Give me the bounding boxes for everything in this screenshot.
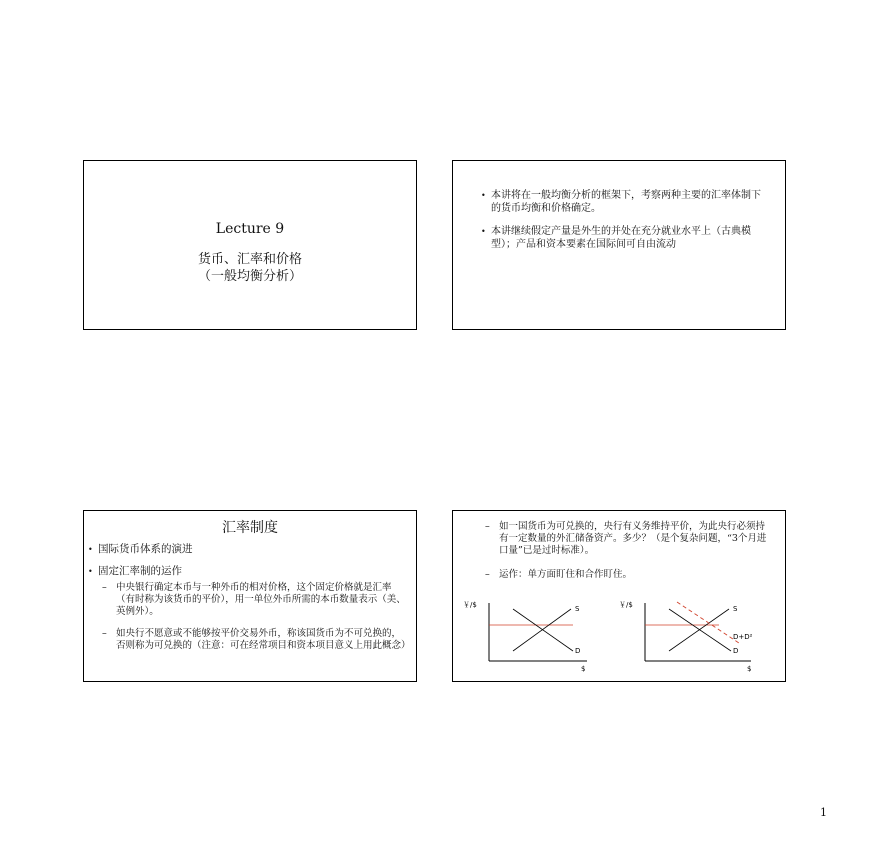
shifted-demand-label: D+D² (733, 633, 753, 641)
slide-2 (452, 160, 786, 330)
slide-3 (83, 510, 417, 682)
y-axis-label: ￥/$ (463, 601, 477, 609)
supply-label: S (575, 605, 580, 613)
sub-bullet-list (481, 521, 771, 593)
demand-label: D (733, 647, 739, 655)
sub-bullet-item: – 如央行不愿意或不能够按平价交易外币，称该国货币为不可兑换的，否则称为可兑换的（注意：可在经常项目和资本项目意义上用此概念） (98, 628, 408, 652)
y-axis-label: ￥/$ (619, 601, 633, 609)
sub-bullet-item: – 如一国货币为可兑换的，央行有义务维持平价，为此央行必须持有一定数量的外汇储备资产。多少？（是个复杂问题，“3个月进口量”已是过时标准）。 (481, 521, 771, 557)
x-axis-label: $ (581, 665, 586, 673)
bullet-item: • 本讲继续假定产量是外生的并处在充分就业水平上（古典模型）；产品和资本要素在国际间可自由流动 (491, 225, 761, 251)
slide-1 (83, 160, 417, 330)
supply-demand-graph-shift (619, 599, 759, 679)
lecture-title: Lecture 9 (215, 221, 285, 237)
slide-title: 汇率制度 (222, 520, 278, 536)
page-number: 1 (820, 806, 827, 819)
title-block (84, 221, 416, 285)
bullet-item (98, 543, 408, 556)
supply-demand-graph-unilateral (463, 599, 593, 679)
x-axis-label: $ (747, 665, 752, 673)
lecture-subtitle-line2: （一般均衡分析） (197, 269, 302, 284)
sub-bullet-list (98, 582, 411, 652)
bullet-item: • 本讲将在一般均衡分析的框架下，考察两种主要的汇率体制下的货币均衡和价格确定。 (491, 189, 761, 215)
bullet-text: 国际货币体系的演进 (98, 543, 193, 555)
sub-bullet-item: – 中央银行确定本币与一种外币的相对价格，这个固定价格就是汇率（有时称为该货币的平价），用一单位外币所需的本币数量表示（美、英例外）。 (98, 582, 408, 618)
bullet-text: 固定汇率制的运作 (98, 565, 182, 577)
bullet-item (98, 565, 411, 652)
bullet-list (491, 189, 761, 261)
bullet-list (98, 543, 411, 662)
lecture-subtitle-line1: 货币、汇率和价格 (197, 252, 302, 267)
shifted-demand-curve (677, 602, 739, 643)
supply-label: S (733, 605, 738, 613)
slide-4 (452, 510, 786, 682)
demand-label: D (575, 647, 581, 655)
sub-bullet-item: – 运作：单方面盯住和合作盯住。 (481, 569, 771, 581)
